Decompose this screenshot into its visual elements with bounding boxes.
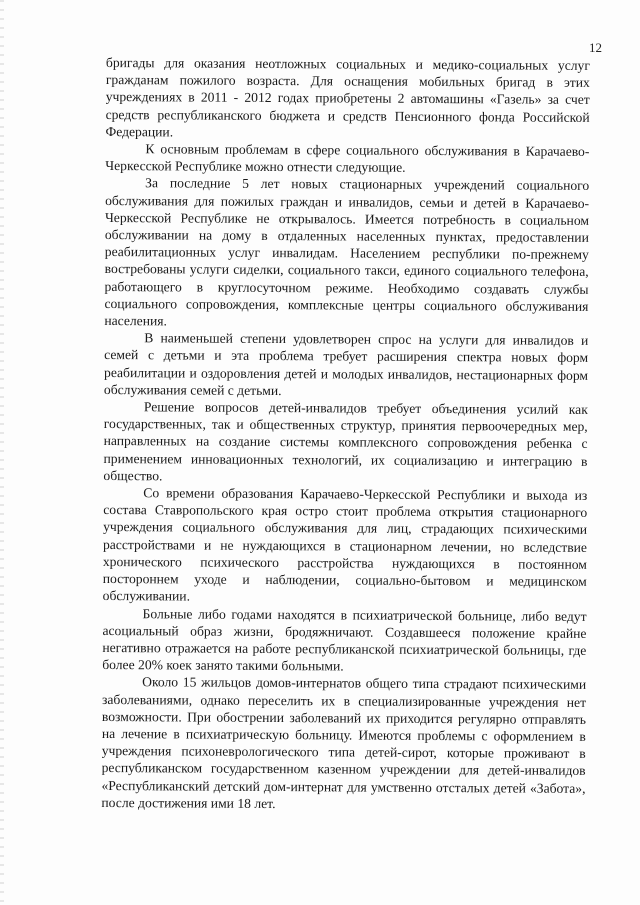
paragraph-3: За последние 5 лет новых стационарных учреждений социального обслуживания для пожилых граждан и инвалидов, семьи и детей в Карачаево-Черкесской Республике не открывалось. Имеется потребность в социальном обслуживании на дому в отдаленных населенных пунктах, предоставлении реабилитационных услуг инвалидам. Населением республики по-прежнему востребованы услуги сиделки, социального такси, единого социального телефона, работающего в круглосуточном режиме. Необходимо создавать службы социального сопровождения, комплексные центры социального обслуживания населения. [104, 175, 590, 329]
scan-edge [0, 0, 4, 905]
paragraph-4: В наименьшей степени удовлетворен спрос на услуги для инвалидов и семей с детьми и эта проблема требует расширения спектра новых форм реабилитации и оздоровления детей и молодых инвалидов, нестационарных форм обслуживания семей с детьми. [103, 330, 589, 398]
paragraph-1: бригады для оказания неотложных социальных и медико-социальных услуг гражданам пожилого возраста. Для оснащения мобильных бригад в этих учреждениях в 2011 - 2012 годах приобретены 2 автомашины «Газель» за счет средств республиканского бюджета и средств Пенсионного фонда Российской Федерации. [105, 54, 590, 140]
paragraph-6: Со времени образования Карачаево-Черкесской Республики и выхода из состава Ставропольского края остро стоит проблема открытия стационарного учреждения социального обслуживания для лиц, страдающих психическими расстройствами и не нуждающихся в стационарном лечении, но вследствие хронического психического расстройства нуждающихся в постоянном постороннем уходе и наблюдении, социально-бытовом и медицинском обслуживании. [102, 485, 588, 604]
paragraph-5: Решение вопросов детей-инвалидов требует объединения усилий как государственных, так и общественных структур, принятия первоочередных мер, направленных на создание системы комплексного сопровождения ребенка с применением инновационных технологий, их социализацию и интеграцию в общество. [103, 399, 588, 484]
text-body [101, 54, 590, 814]
paragraph-2: К основным проблемам в сфере социального обслуживания в Карачаево-Черкесской Республике можно отнести следующие. [105, 141, 590, 176]
page-number: 12 [589, 40, 602, 55]
paragraph-8: Около 15 жильцов домов-интернатов общего типа страдают психическими заболеваниями, однако переселить их в специализированные учреждения нет возможности. При обострении заболеваний их приходится регулярно отправлять на лечение в психиатрическую больницу. Имеются проблемы с оформлением в учреждения психоневрологического типа детей-сирот, которые проживают в республиканском государственном казенном учреждении для детей-инвалидов «Республиканский детский дом-интернат для умственно отсталых детей «Забота», после достижения ими 18 лет. [101, 674, 587, 811]
paragraph-7: Больные либо годами находятся в психиатрической больнице, либо ведут асоциальный образ жизни, бродяжничают. Создавшееся положение крайне негативно отражается на работе республиканской психиатрической больницы, где более 20% коек занято такими больными. [102, 605, 587, 674]
